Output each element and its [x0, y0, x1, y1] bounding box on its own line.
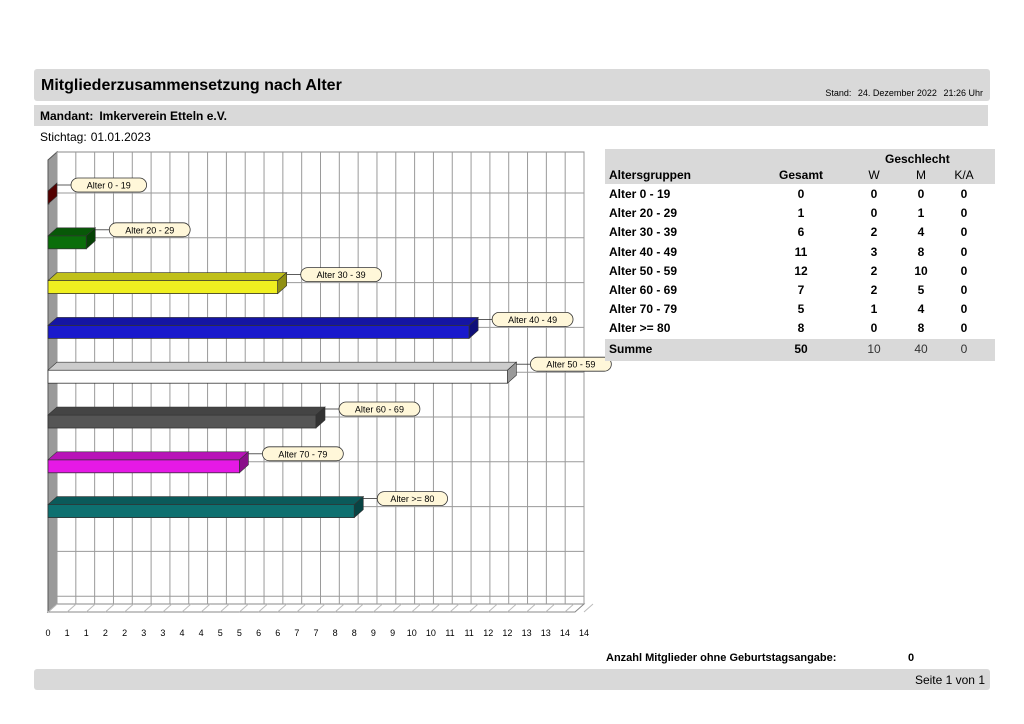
row-ka: 0 — [960, 282, 968, 297]
table-row — [605, 280, 995, 299]
x-tick-label: 1 — [83, 628, 89, 638]
x-tick-label: 3 — [141, 628, 147, 638]
row-gesamt: 1 — [797, 206, 805, 221]
x-tick-label: 1 — [64, 628, 70, 638]
x-tick-label: 14 — [578, 628, 590, 638]
bar-label: Alter 20 - 29 — [125, 225, 175, 236]
x-tick-label: 0 — [45, 628, 51, 638]
report-title: Mitgliederzusammensetzung nach Alter — [41, 77, 342, 94]
bar-top-3 — [48, 317, 478, 325]
table-row — [605, 184, 995, 203]
bar-label: Alter 70 - 79 — [278, 449, 328, 460]
row-w: 2 — [870, 225, 878, 240]
row-w: 2 — [870, 282, 878, 297]
bar-label: Alter 0 - 19 — [86, 180, 131, 191]
row-m: 10 — [914, 263, 928, 278]
table-row — [605, 299, 995, 318]
row-ka: 0 — [960, 321, 968, 336]
table-row — [605, 203, 995, 222]
mandant-label: Mandant: — [40, 109, 94, 123]
table-header — [605, 149, 995, 184]
row-m: 8 — [917, 321, 925, 336]
bar-5 — [48, 415, 316, 428]
table-row — [605, 222, 995, 241]
header-m: M — [916, 168, 926, 182]
row-label: Alter 30 - 39 — [609, 225, 678, 240]
x-tick-label: 7 — [294, 628, 300, 638]
bar-3 — [48, 325, 469, 338]
row-gesamt: 8 — [797, 321, 805, 336]
row-m: 8 — [917, 244, 925, 259]
row-label: Alter 60 - 69 — [609, 282, 678, 297]
header-geschlecht: Geschlecht — [885, 152, 950, 166]
sum-gesamt: 50 — [794, 341, 808, 356]
x-tick-label: 12 — [502, 628, 513, 638]
bar-label: Alter 60 - 69 — [354, 404, 404, 415]
row-gesamt: 0 — [797, 187, 805, 201]
row-gesamt: 6 — [797, 225, 805, 240]
grid-line — [584, 604, 593, 612]
stand-label: Stand: — [825, 88, 852, 98]
x-tick-label: 2 — [102, 628, 108, 638]
footer-bar — [34, 669, 990, 690]
row-ka: 0 — [960, 225, 968, 240]
x-tick-label: 10 — [406, 628, 417, 638]
bar-top-2 — [48, 273, 287, 281]
row-m: 1 — [917, 206, 925, 221]
bar-label: Alter >= 80 — [390, 494, 435, 505]
row-w: 1 — [870, 302, 878, 317]
row-w: 0 — [870, 187, 878, 201]
bar-top-4 — [48, 362, 516, 370]
bar-label: Alter 30 - 39 — [316, 270, 366, 281]
x-tick-label: 10 — [425, 628, 436, 638]
x-tick-label: 11 — [464, 628, 474, 638]
x-tick-label: 6 — [275, 628, 281, 638]
x-tick-label: 5 — [236, 628, 242, 638]
bar-top-7 — [48, 497, 363, 505]
row-ka: 0 — [960, 244, 968, 259]
row-ka: 0 — [960, 206, 968, 221]
row-w: 2 — [870, 263, 878, 278]
table-row — [605, 318, 995, 337]
header-gesamt: Gesamt — [778, 168, 824, 182]
bar-1 — [48, 236, 86, 249]
x-tick-label: 8 — [351, 628, 357, 638]
row-w: 0 — [870, 321, 878, 336]
anzahl-value: 0 — [908, 652, 915, 664]
row-w: 3 — [870, 244, 878, 259]
x-tick-label: 7 — [313, 628, 319, 638]
row-w: 0 — [870, 206, 878, 221]
x-tick-label: 14 — [559, 628, 570, 638]
row-ka: 0 — [960, 302, 968, 317]
header-altersgruppen: Altersgruppen — [609, 168, 692, 182]
anzahl-label: Anzahl Mitglieder ohne Geburtstagsangabe: — [606, 652, 837, 664]
age-statistics-table — [605, 149, 995, 361]
x-tick-label: 13 — [521, 628, 532, 638]
table-row — [605, 242, 995, 261]
row-m: 4 — [917, 302, 925, 317]
table-body — [605, 184, 995, 338]
bar-7 — [48, 505, 354, 518]
bar-4 — [48, 370, 507, 383]
x-tick-label: 9 — [390, 628, 396, 638]
sum-m: 40 — [914, 341, 928, 356]
row-label: Alter 0 - 19 — [609, 187, 671, 201]
row-label: Alter 40 - 49 — [609, 244, 678, 259]
x-tick-label: 4 — [198, 628, 204, 638]
bar-label: Alter 50 - 59 — [546, 359, 596, 370]
mandant-value: Imkerverein Etteln e.V. — [99, 109, 227, 123]
row-label: Alter 70 - 79 — [609, 302, 678, 317]
row-m: 5 — [917, 282, 925, 297]
row-m: 4 — [917, 225, 925, 240]
row-gesamt: 11 — [794, 244, 808, 259]
sum-label: Summe — [609, 341, 653, 356]
x-tick-label: 6 — [256, 628, 262, 638]
x-tick-label: 3 — [160, 628, 166, 638]
row-label: Alter 20 - 29 — [609, 206, 678, 221]
bar-label: Alter 40 - 49 — [508, 314, 558, 325]
stand-time: 21:26 Uhr — [943, 88, 983, 98]
row-ka: 0 — [960, 263, 968, 278]
sum-row — [605, 339, 995, 361]
x-tick-label: 8 — [332, 628, 338, 638]
stand-date: 24. Dezember 2022 — [857, 88, 937, 98]
bar-top-5 — [48, 407, 325, 415]
bar-2 — [48, 281, 278, 294]
header-ka: K/A — [954, 168, 974, 182]
header-w: W — [868, 168, 880, 182]
row-label: Alter 50 - 59 — [609, 263, 678, 278]
stichtag-value: 01.01.2023 — [90, 130, 151, 144]
sum-w: 10 — [867, 341, 881, 356]
x-tick-label: 9 — [370, 628, 376, 638]
x-tick-label: 12 — [483, 628, 494, 638]
row-gesamt: 7 — [797, 282, 805, 297]
page-number: Seite 1 von 1 — [914, 673, 985, 687]
sum-ka: 0 — [960, 341, 968, 356]
row-label: Alter >= 80 — [609, 321, 671, 336]
x-tick-label: 13 — [540, 628, 551, 638]
row-m: 0 — [917, 187, 925, 201]
x-tick-label: 11 — [445, 628, 455, 638]
row-ka: 0 — [960, 187, 968, 201]
row-gesamt: 12 — [794, 263, 808, 278]
bar-top-6 — [48, 452, 248, 460]
x-tick-label: 4 — [179, 628, 185, 638]
row-gesamt: 5 — [797, 302, 805, 317]
x-tick-label: 5 — [217, 628, 223, 638]
x-tick-label: 2 — [122, 628, 128, 638]
table-row — [605, 261, 995, 280]
stichtag-label: Stichtag: — [40, 130, 87, 144]
bar-6 — [48, 460, 239, 473]
